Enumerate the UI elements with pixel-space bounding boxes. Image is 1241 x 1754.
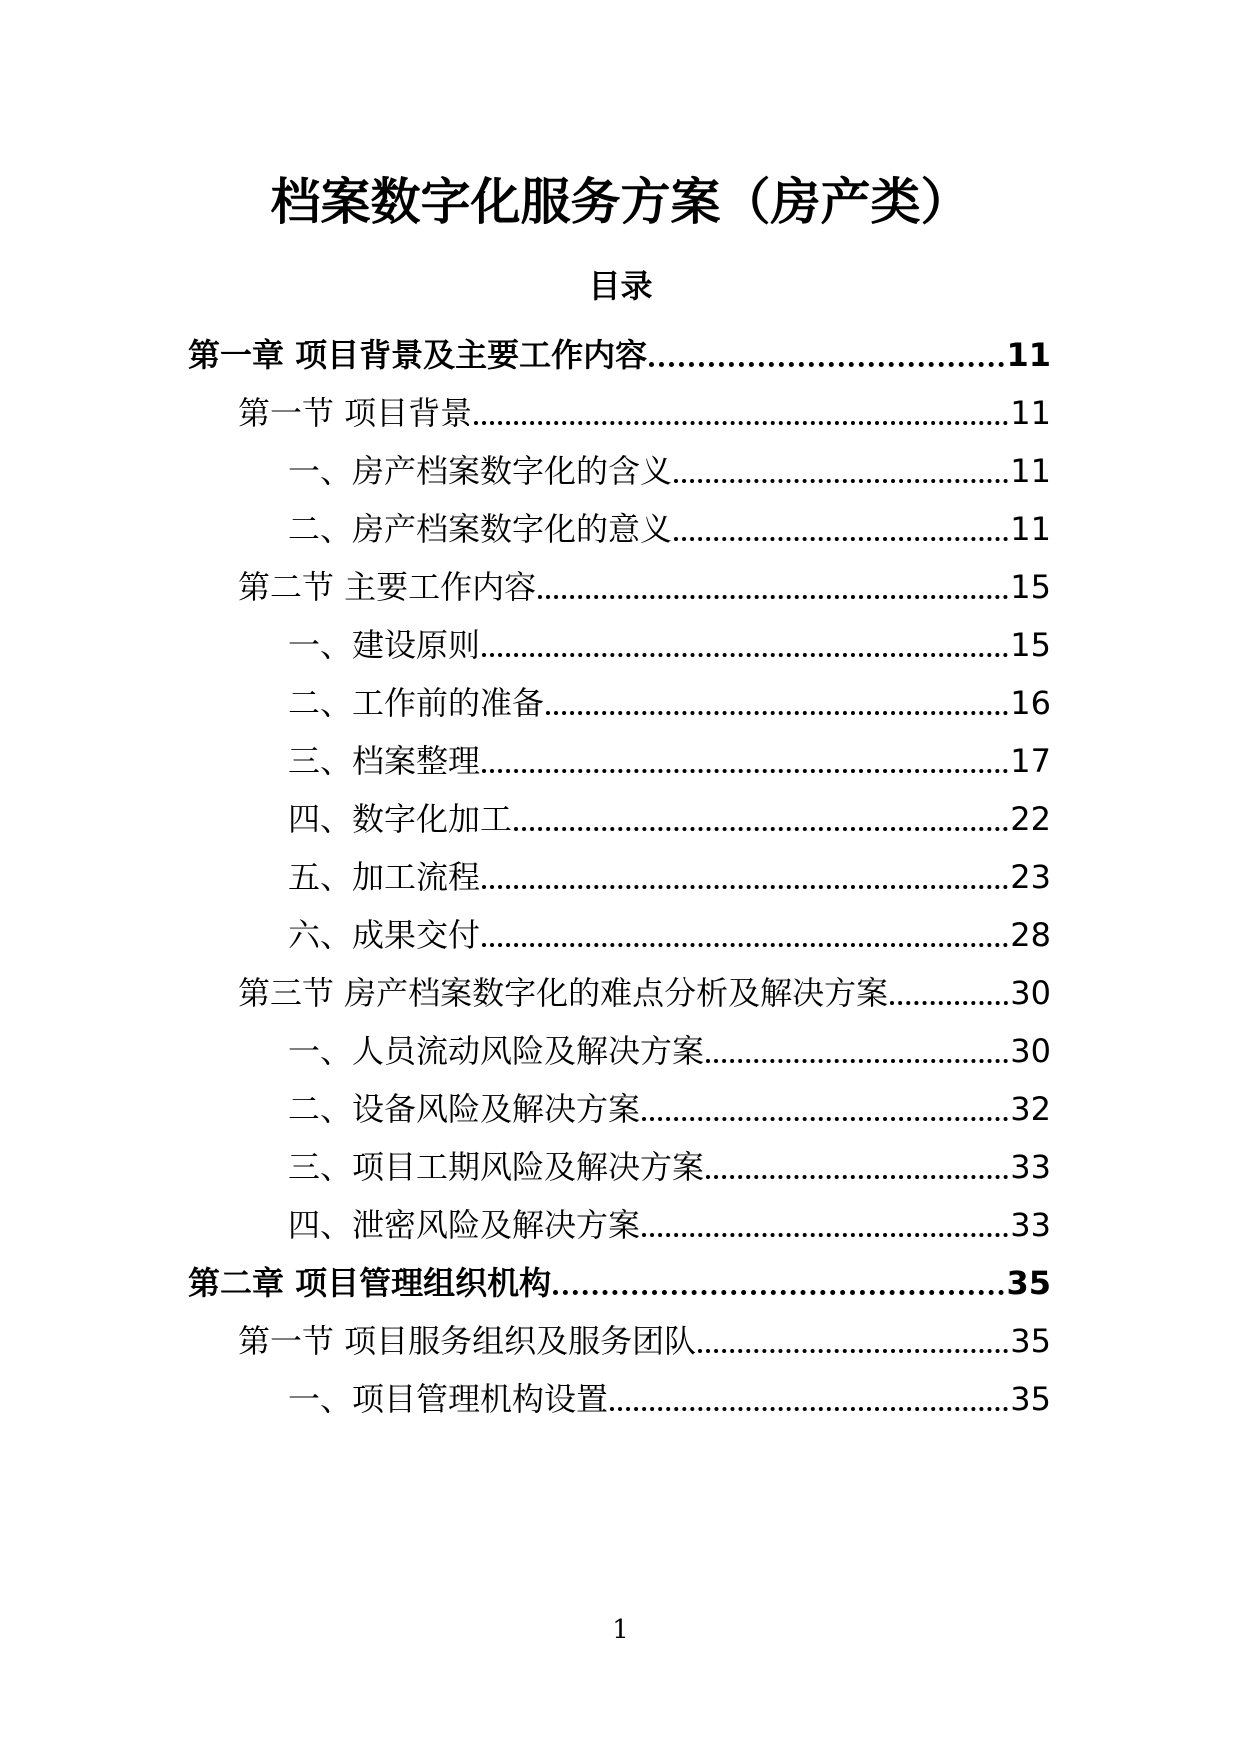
- toc-entry-title: 六、成果交付: [288, 916, 481, 954]
- toc-dot-leader: [482, 885, 1008, 889]
- toc-entry-page: 33: [1010, 1148, 1051, 1186]
- toc-entry[interactable]: [188, 1256, 1051, 1306]
- toc-entry[interactable]: [238, 386, 1051, 436]
- toc-entry-page: 32: [1010, 1090, 1051, 1128]
- toc-entry-page: 17: [1010, 742, 1051, 780]
- toc-dot-leader: [890, 1001, 1008, 1005]
- toc-entry-title: 一、房产档案数字化的含义: [288, 452, 673, 490]
- toc-entry-page: 11: [1010, 394, 1051, 432]
- toc-heading: 目录: [588, 267, 653, 305]
- toc-entry-page: 15: [1010, 568, 1051, 606]
- toc-entry[interactable]: [238, 966, 1051, 1016]
- toc-entry-page: 11: [1010, 510, 1051, 548]
- toc-entry-title: 二、房产档案数字化的意义: [288, 510, 673, 548]
- toc-dot-leader: [474, 421, 1008, 425]
- toc-dot-leader: [610, 1407, 1008, 1411]
- toc-entry-page: 22: [1010, 800, 1051, 838]
- toc-entry-title: 第一章 项目背景及主要工作内容: [188, 336, 648, 374]
- toc-dot-leader: [706, 1175, 1008, 1179]
- toc-entry-title: 三、项目工期风险及解决方案: [288, 1148, 705, 1186]
- toc-entry[interactable]: [288, 1024, 1051, 1074]
- toc-entry[interactable]: [288, 1140, 1051, 1190]
- toc-entry[interactable]: [188, 328, 1051, 378]
- toc-entry-title: 二、工作前的准备: [288, 684, 545, 722]
- toc-entry-page: 23: [1010, 858, 1051, 896]
- toc-dot-leader: [482, 653, 1008, 657]
- toc-dot-leader: [482, 769, 1008, 773]
- toc-entry-title: 第一节 项目背景: [238, 394, 473, 432]
- toc-dot-leader: [706, 1059, 1008, 1063]
- toc-entry[interactable]: [288, 502, 1051, 552]
- toc-entry-title: 一、项目管理机构设置: [288, 1380, 609, 1418]
- toc-entry[interactable]: [288, 618, 1051, 668]
- toc-entry-title: 一、人员流动风险及解决方案: [288, 1032, 705, 1070]
- toc-dot-leader: [546, 711, 1008, 715]
- toc-entry-title: 三、档案整理: [288, 742, 481, 780]
- toc-dot-leader: [553, 1290, 1004, 1295]
- toc-entry[interactable]: [238, 1314, 1051, 1364]
- toc-entry[interactable]: [288, 734, 1051, 784]
- document-title: 档案数字化服务方案（房产类）: [270, 173, 971, 231]
- toc-dot-leader: [642, 1117, 1008, 1121]
- toc-entry-title: 第三节 房产档案数字化的难点分析及解决方案: [238, 974, 889, 1012]
- toc-entry-page: 35: [1010, 1380, 1051, 1418]
- toc-dot-leader: [649, 362, 1004, 367]
- toc-dot-leader: [514, 827, 1008, 831]
- toc-dot-leader: [482, 943, 1008, 947]
- toc-dot-leader: [642, 1233, 1008, 1237]
- toc-entry-title: 四、数字化加工: [288, 800, 513, 838]
- toc-entry-page: 33: [1010, 1206, 1051, 1244]
- toc-entry-page: 15: [1010, 626, 1051, 664]
- toc-entry[interactable]: [288, 1372, 1051, 1422]
- toc-entry[interactable]: [288, 676, 1051, 726]
- page-number: 1: [612, 1615, 629, 1645]
- toc-entry-page: 16: [1010, 684, 1051, 722]
- toc-dot-leader: [698, 1349, 1008, 1353]
- toc-entry-title: 二、设备风险及解决方案: [288, 1090, 641, 1128]
- toc-entry-title: 一、建设原则: [288, 626, 481, 664]
- toc-dot-leader: [674, 479, 1008, 483]
- toc-entry[interactable]: [238, 560, 1051, 610]
- toc-entry-page: 30: [1010, 1032, 1051, 1070]
- toc-entry[interactable]: [288, 850, 1051, 900]
- toc-entry-page: 35: [1010, 1322, 1051, 1360]
- toc-entry-page: 35: [1006, 1264, 1051, 1302]
- toc-entry-title: 四、泄密风险及解决方案: [288, 1206, 641, 1244]
- toc-dot-leader: [538, 595, 1008, 599]
- toc-entry-page: 28: [1010, 916, 1051, 954]
- toc-dot-leader: [674, 537, 1008, 541]
- toc-entry[interactable]: [288, 908, 1051, 958]
- toc-entry[interactable]: [288, 1198, 1051, 1248]
- toc-entry-page: 30: [1010, 974, 1051, 1012]
- toc-entry-title: 五、加工流程: [288, 858, 481, 896]
- toc-entry-page: 11: [1006, 336, 1051, 374]
- toc-entry-page: 11: [1010, 452, 1051, 490]
- toc-entry[interactable]: [288, 444, 1051, 494]
- toc-entry-title: 第二节 主要工作内容: [238, 568, 537, 606]
- toc-entry-title: 第一节 项目服务组织及服务团队: [238, 1322, 697, 1360]
- toc-entry[interactable]: [288, 792, 1051, 842]
- toc-entry[interactable]: [288, 1082, 1051, 1132]
- toc-entry-title: 第二章 项目管理组织机构: [188, 1264, 552, 1302]
